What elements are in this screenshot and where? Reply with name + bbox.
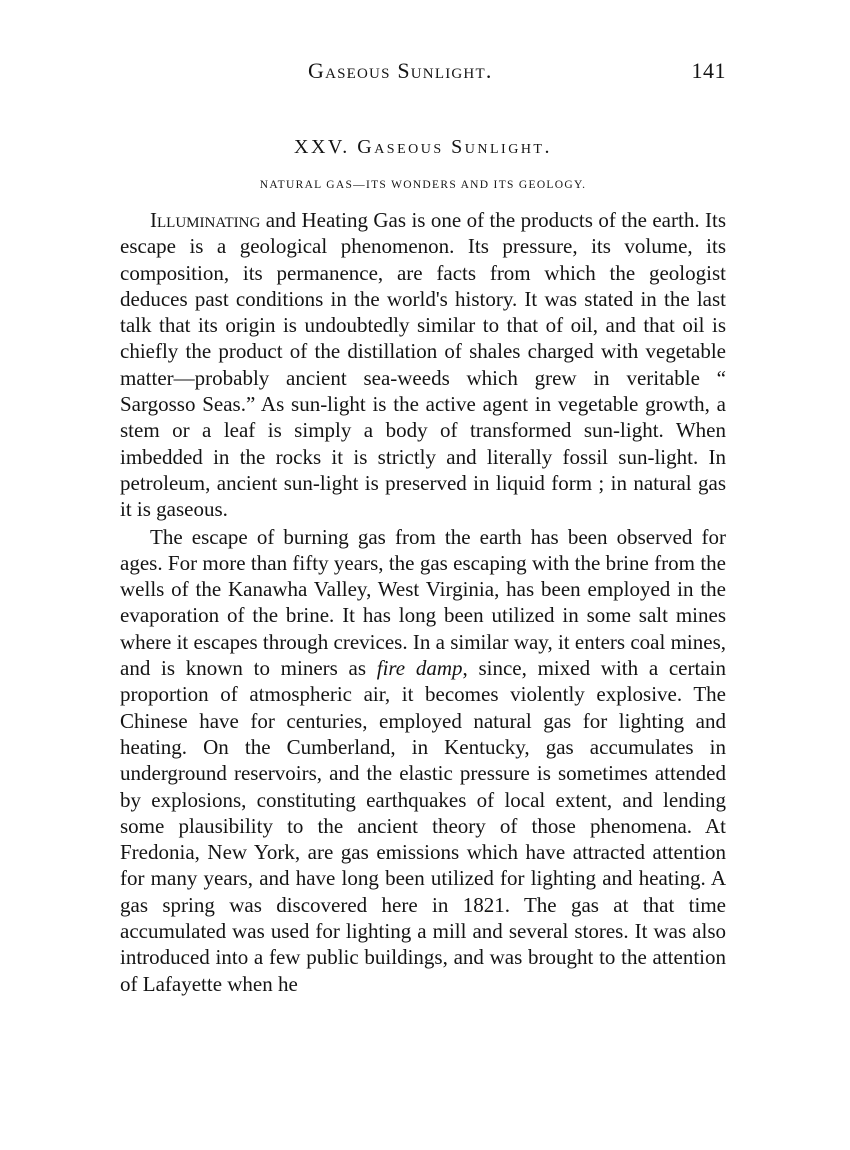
chapter-title: XXV. Gaseous Sunlight. [294, 136, 552, 158]
paragraph-1 [120, 207, 726, 523]
running-title: Gaseous Sunlight. [308, 58, 493, 83]
body-text [120, 207, 726, 997]
paragraph-2-italic-term: fire damp [376, 656, 463, 681]
paragraph-2-text-after: , since, mixed with a certain proportion of atmospheric air, it becomes violently explosive. The Chinese have for centuries, employed natural gas for lighting and heating. On the Cumberland, in Kentucky, gas accumulates in underground reservoirs, and the elastic pressure is sometimes attended by explosions, constituting earthquakes of local extent, and lending some plausibility to the ancient theory of those phenomena. At Fredonia, New York, are gas emissions which have attracted attention for many years, and have long been utilized for lighting and heating. A gas spring was discovered here in 1821. The gas at that time accumulated was used for lighting a mill and several stores. It was also introduced into a few public buildings, and was brought to the attention of Lafayette when he [120, 656, 726, 996]
paragraph-2-text-before: The escape of burning gas from the earth has been observed for ages. For more than fifty years, the gas escaping with the brine from the wells of the Kanawha Valley, West Virginia, has been employed in the evaporation of the brine. It has long been utilized in some salt mines where it escapes through crevices. In a similar way, it enters coal mines, and is known to miners as [120, 524, 726, 681]
paragraph-1-text: and Heating Gas is one of the products of the earth. Its escape is a geological phenomenon. Its pressure, its volume, its composition, its permanence, are facts from which the geologist deduces past conditions in the world's history. It was stated in the last talk that its origin is undoubtedly similar to that of oil, and that oil is chiefly the product of the distillation of shales charged with vegetable matter—probably ancient sea-weeds which grew in veritable “ Sargosso Seas.” As sun-light is the active agent in vegetable growth, a stem or a leaf is simply a body of transformed sun-light. When imbedded in the rocks it is strictly and literally fossil sun-light. In petroleum, ancient sun-light is preserved in liquid form ; in natural gas it is gaseous. [120, 208, 726, 522]
paragraph-2 [120, 524, 726, 997]
paragraph-1-lead-word: Illuminating [150, 208, 261, 232]
running-header [120, 58, 726, 92]
book-page [120, 58, 726, 997]
page-number: 141 [691, 58, 726, 83]
chapter-subtitle: NATURAL GAS—ITS WONDERS AND ITS GEOLOGY. [259, 179, 587, 191]
